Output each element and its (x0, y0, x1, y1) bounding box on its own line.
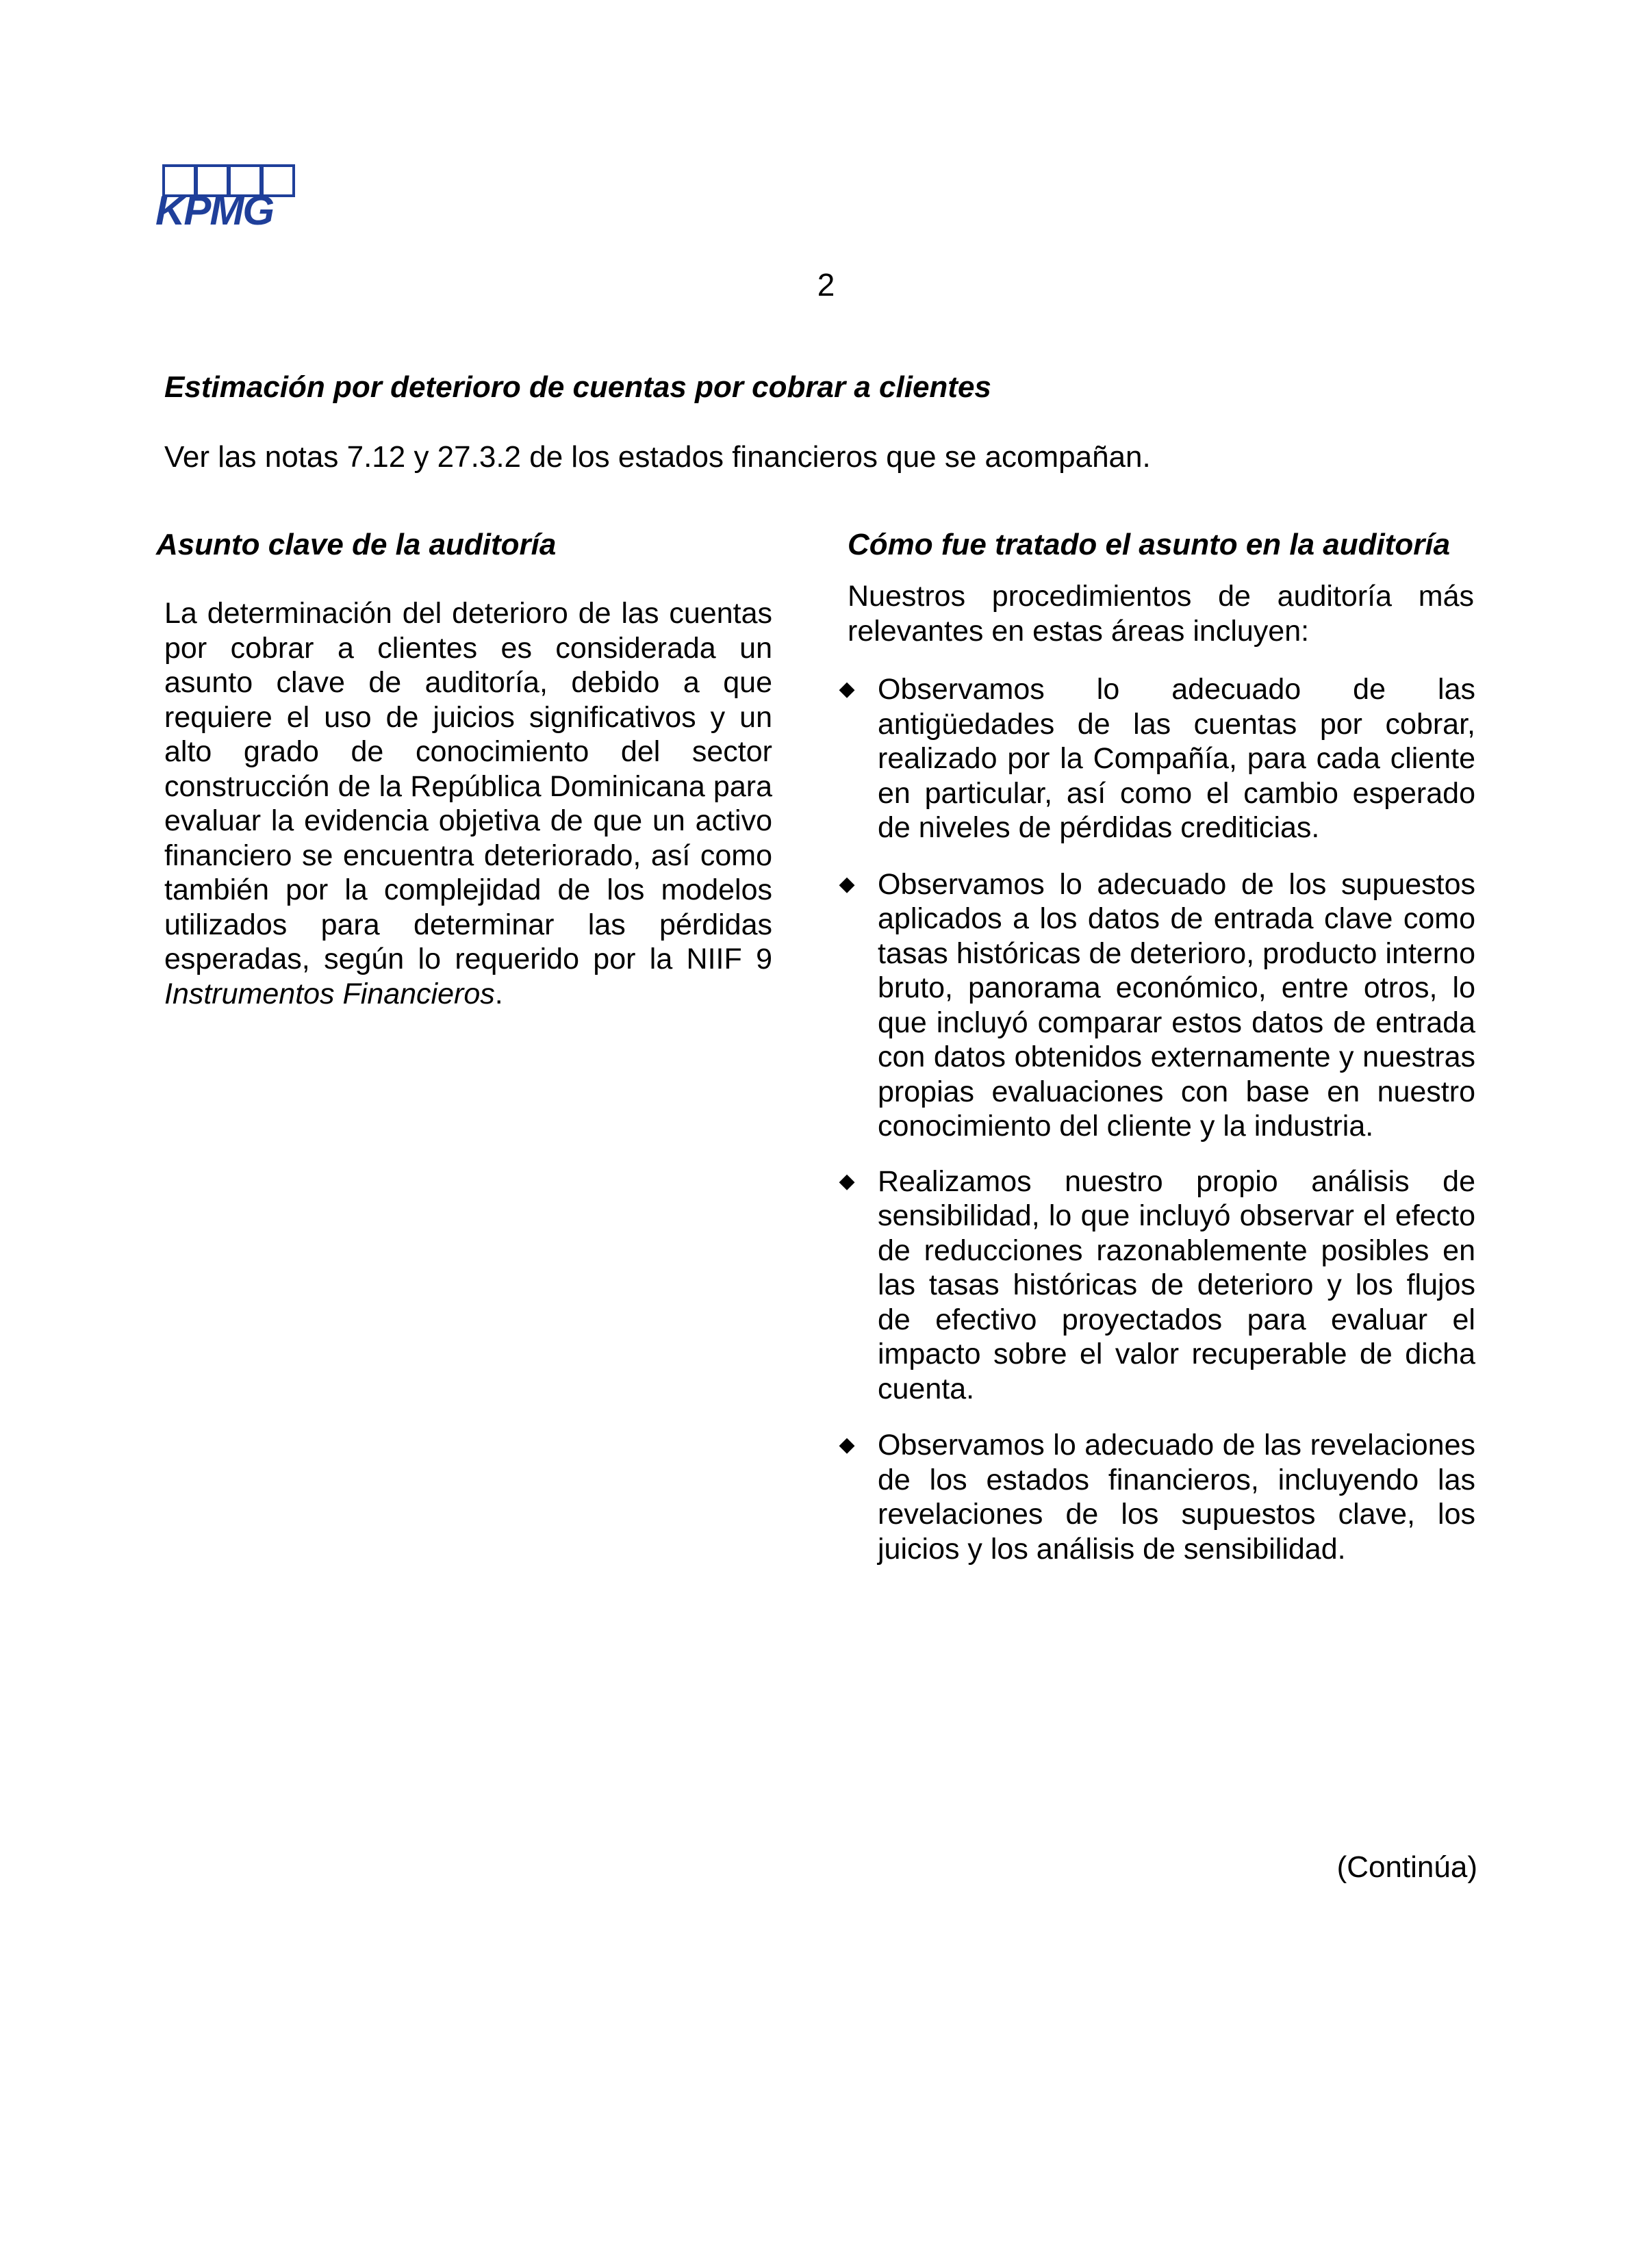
list-item (837, 672, 1475, 845)
list-item (837, 867, 1475, 1144)
diamond-bullet-icon: ◆ (839, 1433, 855, 1456)
list-item-text: Observamos lo adecuado de los supuestos aplicados a los datos de entrada clave como tasas históricas de deterioro, producto interno bruto, panorama económico, entre otros, lo que incluyó comparar estos datos de entrada con datos obtenidos externamente y nuestras propias evaluaciones con base en nuestro conocimiento del cliente y la industria. (878, 867, 1475, 1143)
list-item-text: Observamos lo adecuado de las antigüedades de las cuentas por cobrar, realizado por la Compañía, para cada cliente en particular, así como el cambio esperado de niveles de pérdidas crediticias. (878, 673, 1475, 844)
key-audit-matter-heading: Asunto clave de la auditoría (156, 528, 557, 561)
key-audit-matter-body: La determinación del deterioro de las cuentas por cobrar a clientes es considerada un asunto clave de auditoría, debido a que requiere el uso de juicios significativos y un alto grado de conocimiento del sector construcción de la República Dominicana para evaluar la evidencia objetiva de que un activo financiero se encuentra deteriorado, así como también por la complejidad de los modelos utilizados para determinar las pérdidas esperadas, según lo requerido por la NIIF 9 (164, 597, 772, 975)
key-audit-matter-end: . (494, 977, 503, 1010)
key-audit-matter-text (164, 596, 772, 1011)
continued-label: (Continúa) (1336, 1850, 1477, 1884)
notes-reference: Ver las notas 7.12 y 27.3.2 de los estados financieros que se acompañan. (164, 440, 1151, 474)
diamond-bullet-icon: ◆ (839, 678, 855, 700)
list-item-text: Observamos lo adecuado de las revelaciones de los estados financieros, incluyendo las revelaciones de los supuestos clave, los juicios y los análisis de sensibilidad. (878, 1429, 1475, 1566)
section-title: Estimación por deterioro de cuentas por cobrar a clientes (164, 370, 991, 404)
kpmg-logo (154, 163, 301, 231)
list-item-text: Realizamos nuestro propio análisis de sensibilidad, lo que incluyó observar el efecto de reducciones razonablemente posibles en las tasas históricas de deterioro y los flujos de efectivo proyectados para evaluar el impacto sobre el valor recuperable de dicha cuenta. (878, 1164, 1475, 1405)
list-item (837, 1428, 1475, 1566)
page-number: 2 (817, 267, 835, 303)
svg-text:KPMG: KPMG (155, 188, 273, 231)
audit-response-heading: Cómo fue tratado el asunto en la auditoría (848, 528, 1451, 561)
diamond-bullet-icon: ◆ (839, 1169, 855, 1192)
diamond-bullet-icon: ◆ (839, 872, 855, 895)
list-item (837, 1164, 1475, 1407)
audit-procedures-list (837, 672, 1475, 1588)
niif-standard-name: Instrumentos Financieros (164, 977, 495, 1010)
audit-procedures-intro: Nuestros procedimientos de auditoría más relevantes en estas áreas incluyen: (848, 580, 1474, 648)
